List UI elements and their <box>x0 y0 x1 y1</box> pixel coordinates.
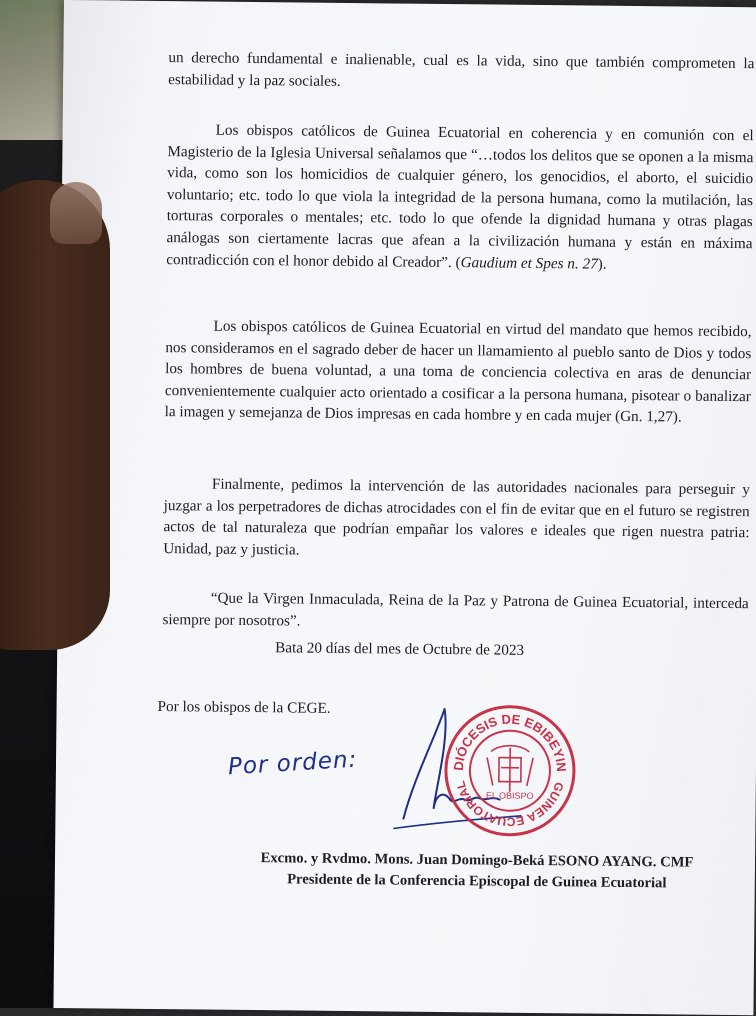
seal-center-text: EL OBISPO <box>486 790 534 800</box>
signatory-title: Presidente de la Conferencia Episcopal de Guinea Ecuatorial <box>99 869 756 894</box>
paragraph-text: Finalmente, pedimos la intervención de las autoridades nacionales para perseguir y juzgar a los perpetradores de dichas atrocidades con el fin de evitar que en el futuro se registren actos de tal naturaleza que podrían empañar los valores e ideales que rigen nuestra patria: Unidad, paz y justicia. <box>163 473 750 566</box>
paragraph-continuation <box>168 47 754 96</box>
hand-thumb <box>0 180 110 650</box>
thumb-nail <box>50 182 102 244</box>
letter-page <box>53 0 756 1015</box>
diocese-seal <box>440 701 579 840</box>
signatory-name: Excmo. y Rvdmo. Mons. Juan Domingo-Beká ESONO AYANG. CMF <box>99 848 756 873</box>
seal-bottom-text: GUINEA ECUATORIAL <box>453 779 567 829</box>
paragraph-main: Los obispos católicos de Guinea Ecuatorial en coherencia y en comunión con el Magisterio de la Iglesia Universal señalamos que “…todos los delitos que se oponen a la misma vida, como son los homicidios de cualquier género, los genocidios, el aborto, el suicidio voluntario; etc. todo lo que viola la integridad de la persona humana, como la mutilación, las torturas corporales o mentales; etc. todo lo que ofende la dignidad humana y otras plagas análogas son ciertamente lacras que afean a la civilización humana y están en máxima contradicción con el honor debido al Creador”. ( <box>166 122 754 271</box>
paragraph-text: Los obispos católicos de Guinea Ecuatorial en virtud del mandato que hemos recibido, nos consideramos en el sagrado deber de hacer un llamamiento al pueblo santo de Dios y todos los hombres de buena voluntad, a una toma de conciencia colectiva en aras de denunciar convenientemente cualquier acto orientado a cosificar a la persona humana, pisotear o banalizar la imagen y semejanza de Dios impresas en cada hombre y en cada mujer (Gn. 1,27). <box>165 315 752 429</box>
coat-of-arms-icon <box>487 745 533 791</box>
paragraph-end: ). <box>598 255 607 272</box>
handwritten-por-orden: Por orden: <box>227 747 358 781</box>
paragraph-magisterio <box>166 119 754 276</box>
paragraph-text <box>166 119 754 276</box>
citation: Gaudium et Spes n. 27 <box>461 254 598 272</box>
por-obispos-line: Por los obispos de la CEGE. <box>158 698 331 718</box>
paragraph-finalmente <box>163 473 750 566</box>
seal-top-text: DIÓCESIS DE EBIBEYIN <box>451 711 570 772</box>
paragraph-virgen <box>162 587 748 636</box>
paragraph-text: “Que la Virgen Inmaculada, Reina de la Paz y Patrona de Guinea Ecuatorial, interceda siempre por nosotros”. <box>162 587 748 636</box>
date-line: Bata 20 días del mes de Octubre de 2023 <box>275 639 524 660</box>
paragraph-mandato <box>165 315 752 429</box>
paragraph-text: un derecho fundamental e inalienable, cual es la vida, sino que también comprometen la estabilidad y la paz sociales. <box>168 47 754 96</box>
